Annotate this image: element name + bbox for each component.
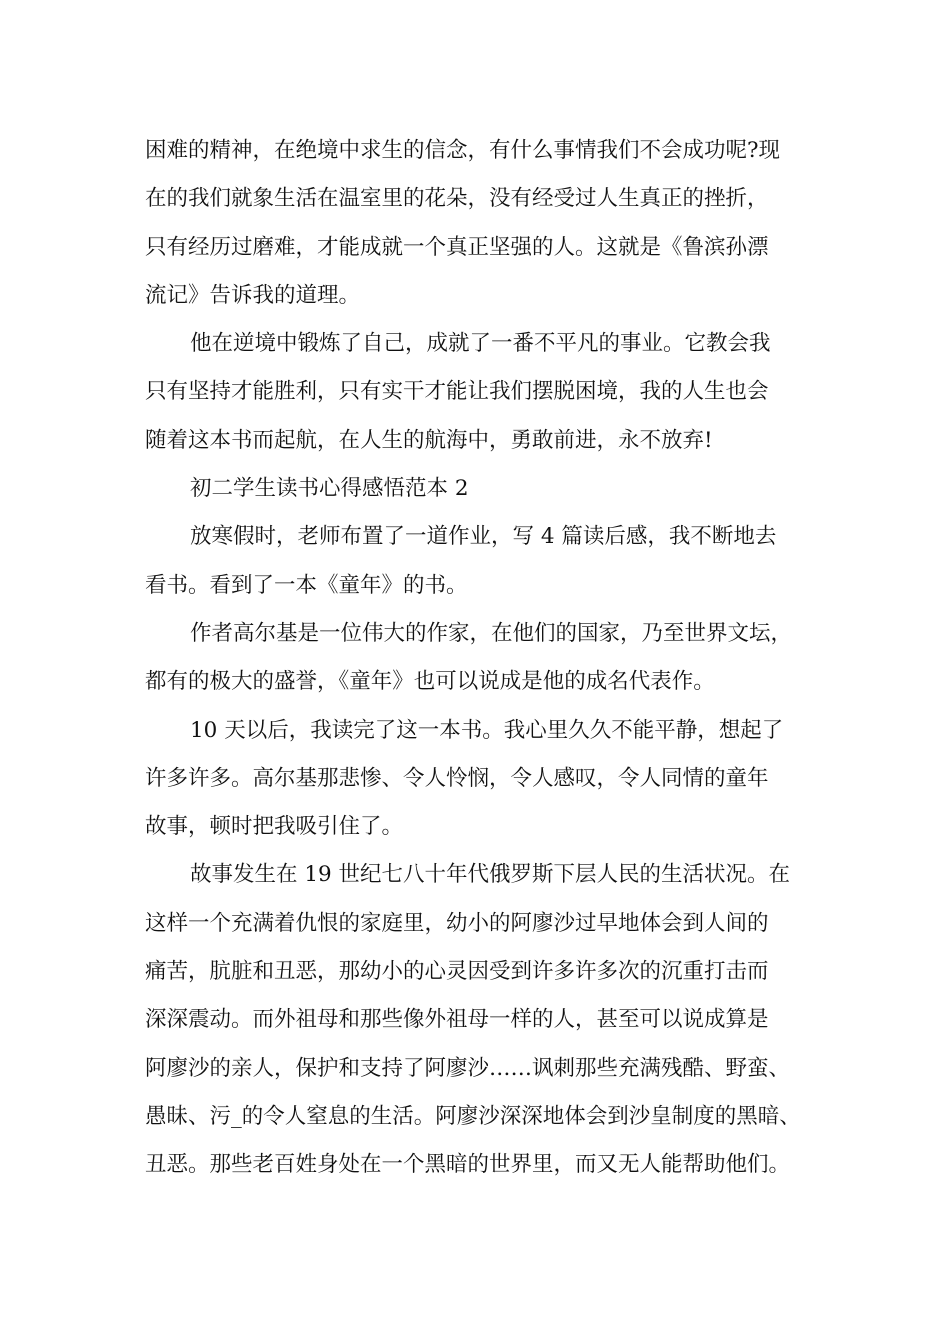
text-line: 都有的极大的盛誉，《童年》也可以说成是他的成名代表作。	[145, 669, 715, 695]
paragraph-first-line: 作者高尔基是一位伟大的作家，在他们的国家，乃至世界文坛，	[190, 620, 793, 646]
text-line: 随着这本书而起航，在人生的航海中，勇敢前进，永不放弃!	[145, 427, 713, 453]
text-line: 流记》告诉我的道理。	[145, 282, 361, 308]
text-line: 在的我们就象生活在温室里的花朵，没有经受过人生真正的挫折，	[145, 186, 769, 212]
text-line: 痛苦，肮脏和丑恶，那幼小的心灵因受到许多许多次的沉重打击而	[145, 959, 769, 985]
paragraph-first-line: 10 天以后，我读完了这一本书。我心里久久不能平静，想起了	[190, 717, 784, 743]
text-line: 看书。看到了一本《童年》的书。	[145, 572, 468, 598]
text-line: 深深震动。而外祖母和那些像外祖母一样的人，甚至可以说成算是	[145, 1007, 769, 1033]
text-line: 困难的精神，在绝境中求生的信念，有什么事情我们不会成功呢?现	[145, 138, 781, 163]
paragraph-first-line: 放寒假时，老师布置了一道作业，写 4 篇读后感，我不断地去	[190, 524, 777, 550]
text-line: 丑恶。那些老百姓身处在一个黑暗的世界里，而又无人能帮助他们。	[145, 1152, 791, 1178]
text-line: 故事，顿时把我吸引住了。	[145, 814, 404, 840]
text-line: 愚昧、污_的令人窒息的生活。阿廖沙深深地体会到沙皇制度的黑暗、	[145, 1103, 801, 1129]
text-line: 阿廖沙的亲人，保护和支持了阿廖沙……讽刺那些充满残酷、野蛮、	[145, 1055, 791, 1081]
document-body	[145, 127, 815, 1190]
paragraph-first-line: 故事发生在 19 世纪七八十年代俄罗斯下层人民的生活状况。在	[190, 862, 791, 888]
section-heading: 初二学生读书心得感悟范本 2	[190, 476, 469, 502]
paragraph-first-line: 他在逆境中锻炼了自己，成就了一番不平凡的事业。它教会我	[190, 331, 771, 357]
text-line: 这样一个充满着仇恨的家庭里，幼小的阿廖沙过早地体会到人间的	[145, 910, 769, 936]
text-line: 只有坚持才能胜利，只有实干才能让我们摆脱困境，我的人生也会	[145, 379, 769, 405]
text-line: 只有经历过磨难，才能成就一个真正坚强的人。这就是《鲁滨孙漂	[145, 234, 769, 260]
text-line: 许多许多。高尔基那悲惨、令人怜悯，令人感叹，令人同情的童年	[145, 765, 769, 791]
